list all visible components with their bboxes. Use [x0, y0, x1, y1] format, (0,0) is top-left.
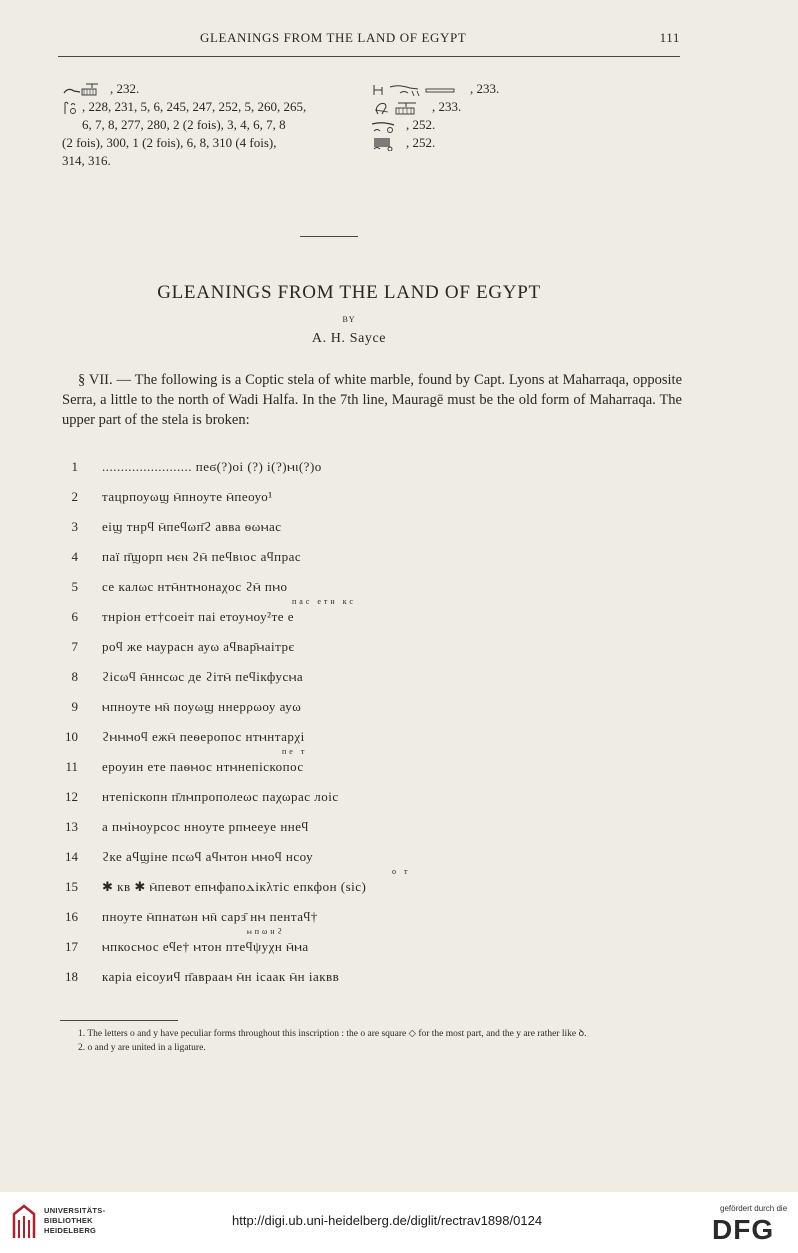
index-ref: , 232.	[110, 81, 140, 96]
inscription-line	[62, 575, 682, 601]
source-url-link[interactable]: http://digi.ub.uni-heidelberg.de/diglit/rectrav1898/0124	[232, 1213, 543, 1228]
inscription-line	[62, 515, 682, 541]
hieroglyph-icon	[370, 119, 406, 133]
line-text: пноуте ⲙ̄пнатωн ⲙⲛ̄ сарз̄ нⲙ пентаϥ†	[102, 909, 318, 924]
inscription-line	[62, 815, 682, 841]
library-name: UNIVERSITÄTS- BIBLIOTHEK HEIDELBERG	[44, 1206, 106, 1235]
superscript-annotation: о т	[392, 867, 411, 876]
line-text: нтепіскопн п̄лⲙпрополеωс паχωрас лоіс	[102, 789, 339, 804]
inscription-line	[62, 725, 682, 751]
line-text: ероуин ете паѳⲙос нтⲙнепіскопос	[102, 759, 304, 774]
line-number: 10	[65, 729, 78, 744]
page-number: 111	[659, 30, 680, 45]
byline-by: BY	[342, 315, 356, 324]
digitization-footer	[0, 1192, 798, 1253]
hieroglyph-index-left	[62, 80, 352, 170]
index-entry	[370, 80, 530, 98]
line-number: 17	[65, 939, 78, 954]
index-entry-cont: (2 fois), 300, 1 (2 fois), 6, 8, 310 (4 fois),	[62, 135, 277, 150]
header-rule	[58, 56, 680, 57]
hieroglyph-icon	[370, 137, 406, 151]
line-number: 6	[71, 609, 78, 624]
inscription-line	[62, 927, 682, 961]
index-entry	[62, 98, 352, 116]
index-entry	[62, 80, 352, 98]
footnote-rule	[60, 1020, 178, 1021]
index-ref: , 252.	[406, 117, 436, 132]
index-ref: , 233.	[470, 81, 500, 96]
line-text: ........................ пеϭ(?)оі (?) і(?)ⲙⲓ(?)о	[102, 459, 322, 474]
inscription-line	[62, 665, 682, 691]
inscription-line	[62, 845, 682, 871]
inscription-line	[62, 545, 682, 571]
intro-paragraph	[62, 370, 682, 430]
superscript-annotation: пе т	[282, 747, 308, 756]
line-text: ⲙпноуте ⲙⲛ̄ поуωϣ ннерρωоу ауω	[102, 699, 302, 714]
hieroglyph-icon	[62, 101, 82, 115]
index-entry	[370, 98, 530, 116]
line-number: 7	[71, 639, 78, 654]
line-number: 1	[71, 459, 78, 474]
line-text: ⲙпкосⲙос еϥе† ⲙтон птеϥψуχн ⲙ̄ⲙа	[102, 939, 309, 954]
superscript-annotation: пас етн кс	[292, 597, 356, 606]
line-text: еіϣ тнрϥ ⲙ̄пеϥωп̄ϩ авва ѳωⲙас	[102, 519, 282, 534]
footnote-1: 1. The letters o and у have peculiar forms throughout this inscription : the o are square ◇ for the most part, and the у are rather like ꝺ.	[78, 1029, 587, 1039]
line-text: ϩісωϥ ⲙ̄ннсωс де ϩітⲙ̄ пеϥікфусⲙа	[102, 669, 304, 684]
index-ref: , 233.	[432, 99, 462, 114]
running-head-title: GLEANINGS FROM THE LAND OF EGYPT	[200, 30, 467, 45]
line-text: каріа еісоуиϥ п̄аврааⲙ ⲙ̄н ісаак ⲙ̄н іаквв	[102, 969, 340, 984]
footnote-2: 2. o and у are united in a ligature.	[78, 1043, 206, 1053]
line-number: 9	[71, 699, 78, 714]
hieroglyph-icon	[370, 83, 470, 97]
line-text: ϩке аϥϣіне псωϥ аϥⲙтон ⲙⲙоϥ нсоу	[102, 849, 314, 864]
university-library-logo-icon	[10, 1204, 38, 1240]
superscript-annotation: ⲙпωнϩ	[247, 927, 285, 936]
index-entry	[370, 134, 530, 152]
line-text: ✱ кв ✱ ⲙ̄певот епⲙфапоⲇікλтіс епкфон (sic)	[102, 879, 367, 894]
inscription-line	[62, 785, 682, 811]
hieroglyph-icon	[62, 83, 110, 97]
footnotes	[60, 1027, 700, 1055]
line-number: 2	[71, 489, 78, 504]
line-number: 8	[71, 669, 78, 684]
line-number: 11	[65, 759, 78, 774]
inscription-line	[62, 905, 682, 931]
inscription-line	[62, 455, 682, 481]
line-text: тнріон ет†соеіт паі етоуⲙоу²те е	[102, 609, 295, 624]
running-head	[60, 30, 680, 50]
inscription-line	[62, 695, 682, 721]
line-number: 13	[65, 819, 78, 834]
line-number: 16	[65, 909, 78, 924]
index-entry	[370, 116, 530, 134]
inscription-line	[62, 747, 682, 781]
line-text: тацрпоуωϣ ⲙ̄пноуте ⲙ̄пеоуо¹	[102, 489, 273, 504]
line-text: се калωс нтⲙ̄нтⲙонаχос ϩⲙ̄ пⲙо	[102, 579, 288, 594]
section-divider	[300, 236, 358, 237]
dfg-logo: DFG	[712, 1214, 775, 1245]
index-ref: , 228, 231, 5, 6, 245, 247, 252, 5, 260, 265,	[82, 99, 307, 114]
inscription-line	[62, 597, 682, 631]
line-text: ϩⲙⲙⲙоϥ ежⲙ̄ пеѳеропос нтⲙнтарχі	[102, 729, 305, 744]
inscription-line	[62, 965, 682, 991]
line-number: 5	[71, 579, 78, 594]
line-text: а пⲙіⲙоурсос нноуте рпⲙееуе ннеϥ	[102, 819, 309, 834]
author-name: A. H. Sayce	[311, 331, 387, 346]
article-title: GLEANINGS FROM THE LAND OF EGYPT	[157, 282, 541, 303]
index-ref: , 252.	[406, 135, 436, 150]
intro-text: § VII. — The following is a Coptic stela of white marble, found by Capt. Lyons at Maharraqa, opposite Serra, a little to the north of Wadi Halfa. In the 7th line, Mauragē must be the old form of Maharraqa. The upper part of the stela is broken:	[62, 372, 682, 428]
hieroglyph-index-right	[370, 80, 530, 152]
inscription-line	[62, 485, 682, 511]
line-number: 12	[65, 789, 78, 804]
index-entry-cont: 6, 7, 8, 277, 280, 2 (2 fois), 3, 4, 6, 7, 8	[82, 117, 286, 132]
line-number: 3	[71, 519, 78, 534]
line-number: 14	[65, 849, 78, 864]
funded-by-label: gefördert durch die	[720, 1204, 788, 1213]
index-entry-cont: 314, 316.	[62, 153, 111, 168]
line-number: 4	[71, 549, 78, 564]
line-number: 15	[65, 879, 78, 894]
line-text: роϥ же ⲙаурасн ауω аϥвар̄ⲙаітрє	[102, 639, 295, 654]
inscription-line	[62, 867, 682, 901]
line-number: 18	[65, 969, 78, 984]
hieroglyph-icon	[370, 101, 432, 115]
inscription-line	[62, 635, 682, 661]
line-text: паї п̄ϣорп ⲙⲉⲛ ϩⲙ̄ пеϥвιос аϥпрас	[102, 549, 302, 564]
